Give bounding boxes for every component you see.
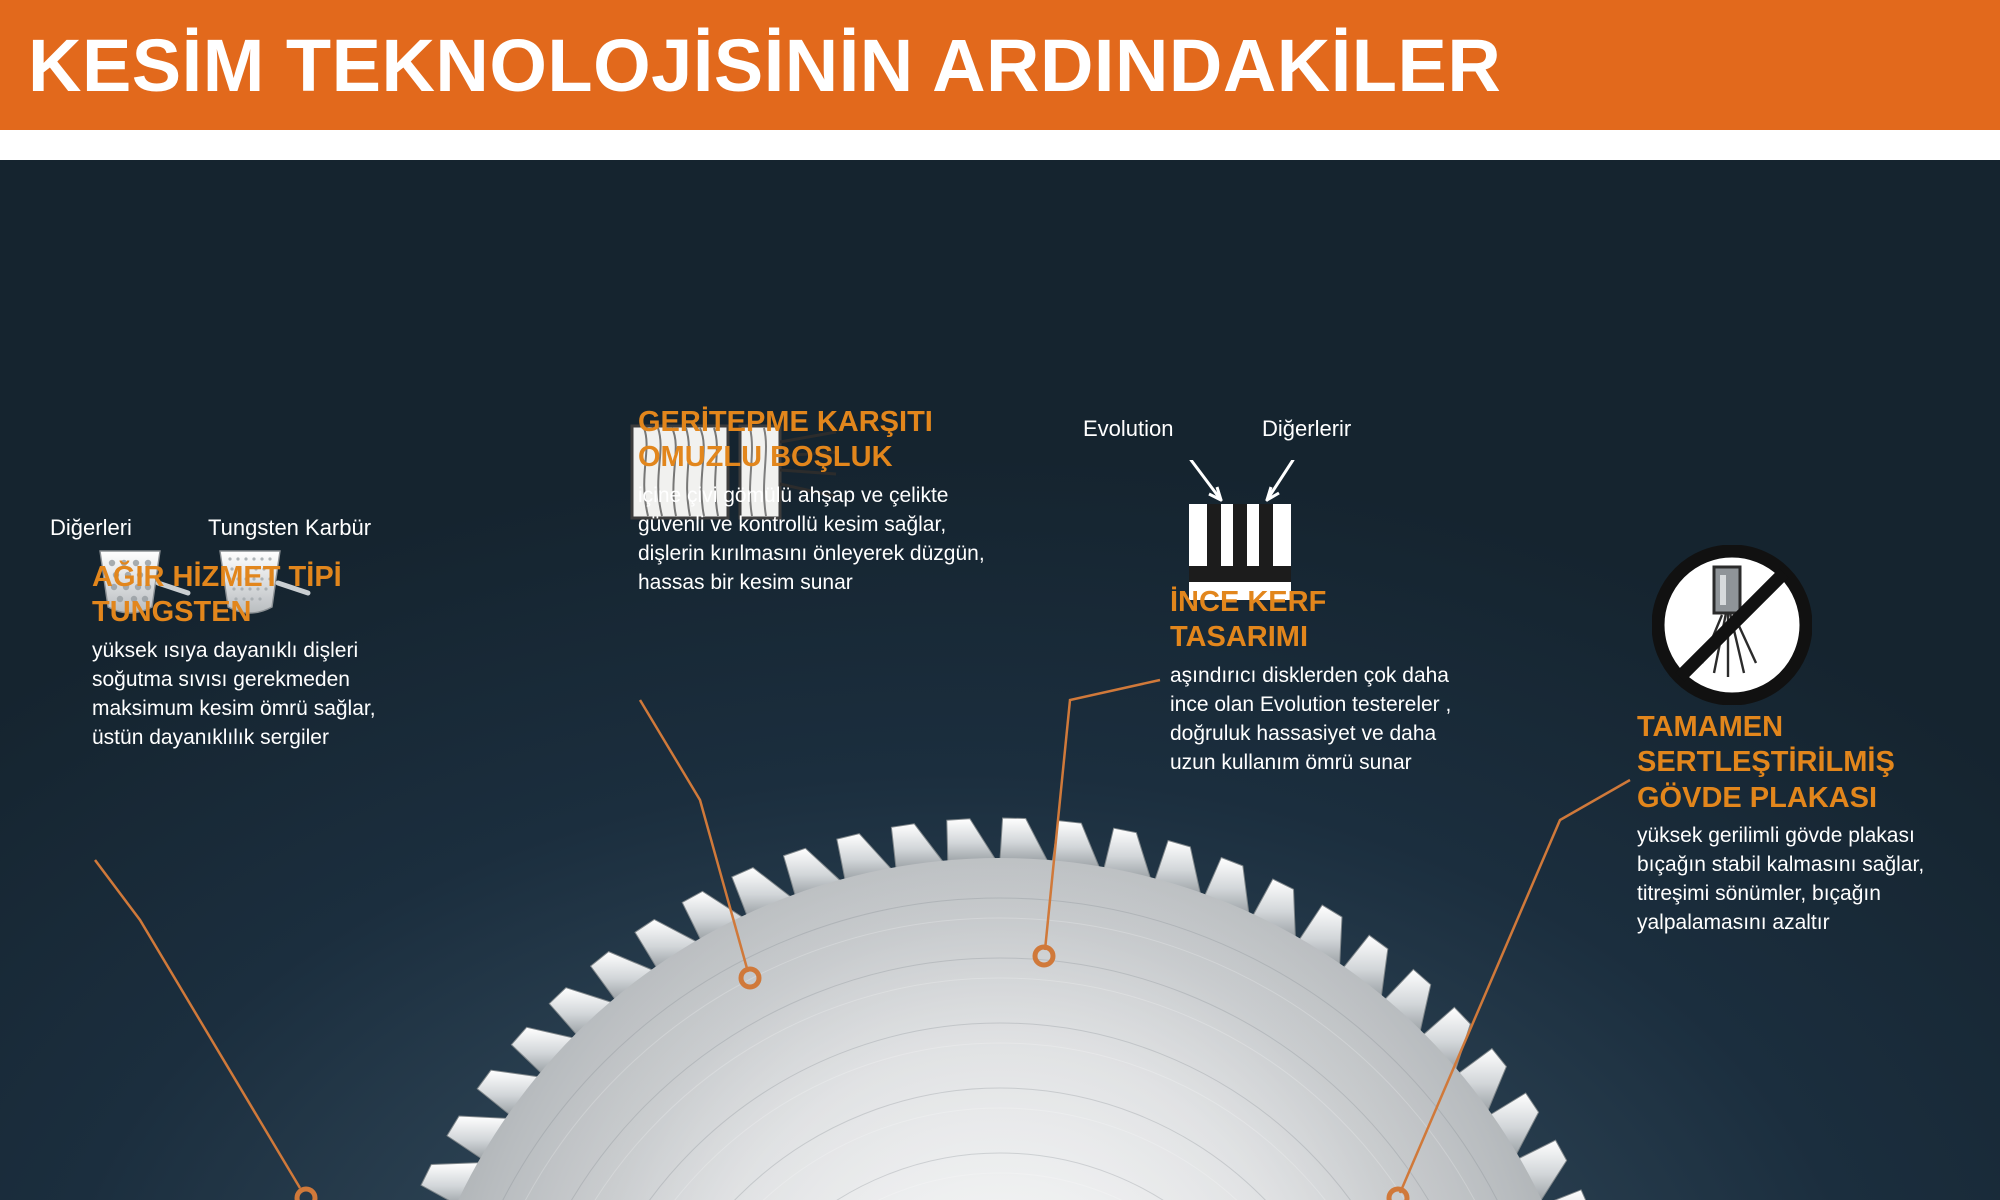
callout-body-tungsten: yüksek ısıya dayanıklı dişleri soğutma sıvısı gerekmeden maksimum kesim ömrü sağlar, üstün dayanıklılık sergiler — [92, 638, 376, 749]
callout-shoulder — [638, 405, 1008, 598]
callout-body-plate: yüksek gerilimli gövde plakası bıçağın stabil kalmasını sağlar, titreşimi sönümler, bıçağın yalpalamasını azaltır — [1637, 824, 1925, 935]
label-evolution: Evolution — [1083, 416, 1174, 441]
callout-title-kerf: İNCE KERF TASARIMI — [1170, 586, 1327, 654]
callout-title-plate: TAMAMEN SERTLEŞTİRİLMİŞ GÖVDE PLAKASI — [1637, 711, 1895, 814]
circular-saw-blade-illustration — [350, 808, 1650, 1200]
callout-tungsten — [92, 560, 422, 753]
header-banner — [0, 0, 2000, 130]
callout-plate — [1637, 710, 1967, 938]
callout-title-shoulder: GERİTEPME KARŞITI OMUZLU BOŞLUK — [638, 406, 933, 474]
page-title: KESİM TEKNOLOJİSİNİN ARDINDAKİLER — [28, 23, 1502, 107]
callout-kerf — [1170, 585, 1470, 778]
no-abrasive-disc-icon — [1652, 545, 1812, 705]
callout-title-tungsten: AĞIR HİZMET TİPİ TUNGSTEN — [92, 561, 342, 629]
illustration-stage — [0, 160, 2000, 1200]
leader-endpoint-tungsten — [297, 1189, 315, 1200]
kerf-width-icon — [1175, 460, 1305, 600]
label-tungsten-carbide: Tungsten Karbür — [208, 515, 372, 540]
callout-body-kerf: aşındırıcı disklerden çok daha ince olan Evolution testereler , doğruluk hassasiyet ve daha uzun kullanım ömrü sunar — [1170, 663, 1452, 774]
kerf-arrows-icon — [1191, 460, 1293, 500]
label-others-left: Diğerleri — [50, 515, 132, 540]
label-others-right: Diğerlerir — [1262, 416, 1352, 441]
callout-body-shoulder: içine çivi gömülü ahşap ve çelikte güvenli ve kontrollü kesim sağlar, dişlerin kırılmasını önleyerek düzgün, hassas bir kesim sunar — [638, 483, 985, 594]
